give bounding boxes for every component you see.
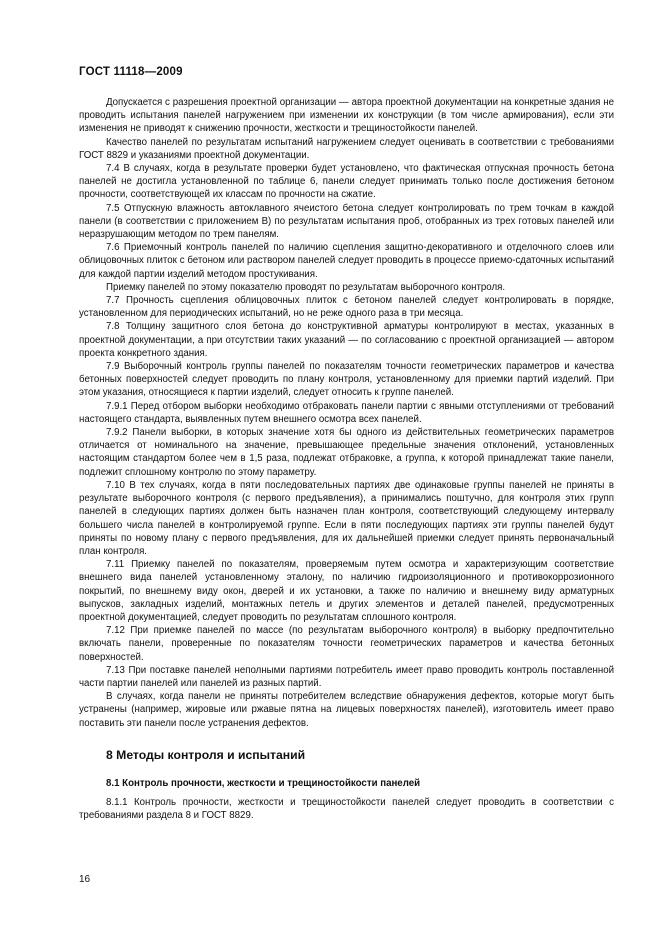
paragraph: Качество панелей по результатам испытаний нагружением следует оценивать в соответствии с требованиями ГОСТ 8829 и указаниями проектной документации. [79, 136, 614, 161]
paragraph-7-9-2: 7.9.2 Панели выборки, в которых значение хотя бы одного из действительных геометрических параметров отличается от номинального на значение, превышающее предельные значения отклонений, установленных настоящим стандартом более чем в 1,5 раза, подлежат отбраковке, а группа, к которой принадлежат такие панели, подлежит сплошному контролю по этому параметру. [79, 427, 614, 478]
paragraph-7-8: 7.8 Толщину защитного слоя бетона до конструктивной арматуры контролируют в местах, указанных в проектной документации, а при отсутствии таких указаний — по согласованию с проектной организацией — автором проекта конкретного здания. [79, 321, 614, 359]
paragraph-7-7: 7.7 Прочность сцепления облицовочных плиток с бетоном панелей следует контролировать в порядке, установленном для периодических испытаний, но не реже одного раза в три месяца. [79, 295, 614, 320]
paragraph-7-9-1: 7.9.1 Перед отбором выборки необходимо отбраковать панели партии с явными отступлениями от требований настоящего стандарта, выявленных путем внешнего осмотра всех панелей. [79, 400, 614, 425]
paragraph-7-11: 7.11 Приемку панелей по показателям, проверяемым путем осмотра и характеризующим соответствие внешнего вида панелей установленному эталону, по наличию гидроизоляционного и противокоррозионного покрытий, по внешнему виду окон, дверей и их установки, а также по наличию и внешнему виду арматурных выпусков, закладных изделий, монтажных петель и других элементов и деталей панелей, предусмотренных проектной документацией, следует проводить по результатам сплошного контроля. [79, 559, 614, 623]
paragraph: Приемку панелей по этому показателю проводят по результатам выборочного контроля. [106, 281, 506, 293]
subsection-8-1-title: 8.1 Контроль прочности, жесткости и трещиностойкости панелей [106, 777, 421, 789]
paragraph-7-4: 7.4 В случаях, когда в результате проверки будет установлено, что фактическая отпускная прочность бетона панелей не достигла установленной по таблице 6, панели следует принимать только после достижения бетоном прочности, соответствующей их классам по прочности на сжатие. [79, 163, 614, 201]
section-8-title: 8 Методы контроля и испытаний [106, 747, 306, 762]
paragraph-7-6: 7.6 Приемочный контроль панелей по наличию сцепления защитно-декоративного и отделочного слоев или облицовочных плиток с бетоном или раствором панелей следует проводить в процессе приемо-сдаточных испытаний для каждой партии изделий методом простукивания. [79, 242, 614, 280]
page-number: 16 [79, 874, 91, 885]
running-header: ГОСТ 11118—2009 [79, 66, 183, 78]
paragraph-8-1-1: 8.1.1 Контроль прочности, жесткости и трещиностойкости панелей следует проводить в соответствии с требованиями раздела 8 и ГОСТ 8829. [79, 796, 614, 822]
paragraph-7-12: 7.12 При приемке панелей по массе (по результатам выборочного контроля) в выборку предпочтительно включать панели, проверенные по показателям точности геометрических параметров и качества бетонных поверхностей. [79, 625, 614, 663]
paragraph: Допускается с разрешения проектной организации — автора проектной документации на конкретные здания не проводить испытания панелей нагружением при изменении их конструкции (в том числе армирования), если эти изменения не приводят к снижению прочности, жесткости и трещиностойкости панелей. [79, 97, 614, 135]
document-body [79, 96, 614, 822]
paragraph-7-5: 7.5 Отпускную влажность автоклавного ячеистого бетона следует контролировать по трем точкам в каждой панели (в соответствии с приложением В) по результатам испытания проб, отобранных из трех готовых панелей или неразрушающим методом по трем панелям. [79, 202, 614, 241]
paragraph-7-13: 7.13 При поставке панелей неполными партиями потребитель имеет право проводить контроль поставленной части партии панелей или панелей из разных партий. [79, 664, 614, 689]
paragraph: В случаях, когда панели не приняты потребителем вследствие обнаружения дефектов, которые могут быть устранены (например, жировые или ржавые пятна на лицевых поверхностях панелей), изготовитель имеет право поставить эти панели после устранения дефектов. [79, 691, 614, 729]
paragraph-7-10: 7.10 В тех случаях, когда в пяти последовательных партиях две одинаковые группы панелей не приняты в результате выборочного контроля (с первого предъявления), а принимались поштучно, для контроля этих групп панелей в следующих партиях должен быть назначен план контроля, соответствующий следующему интервалу большего числа панелей в контролируемой группе. Если в пяти последующих партиях эти группы панелей будут приняты по новому плану с первого предъявления, для их дальнейшей приемки следует принять первоначальный план контроля. [79, 479, 614, 557]
paragraph-7-9: 7.9 Выборочный контроль группы панелей по показателям точности геометрических параметров и качества бетонных поверхностей следует проводить по плану контроля, установленному для приемки партий изделий. При этом указания, относящиеся к партии изделий, следует относить к группе панелей. [79, 361, 614, 399]
